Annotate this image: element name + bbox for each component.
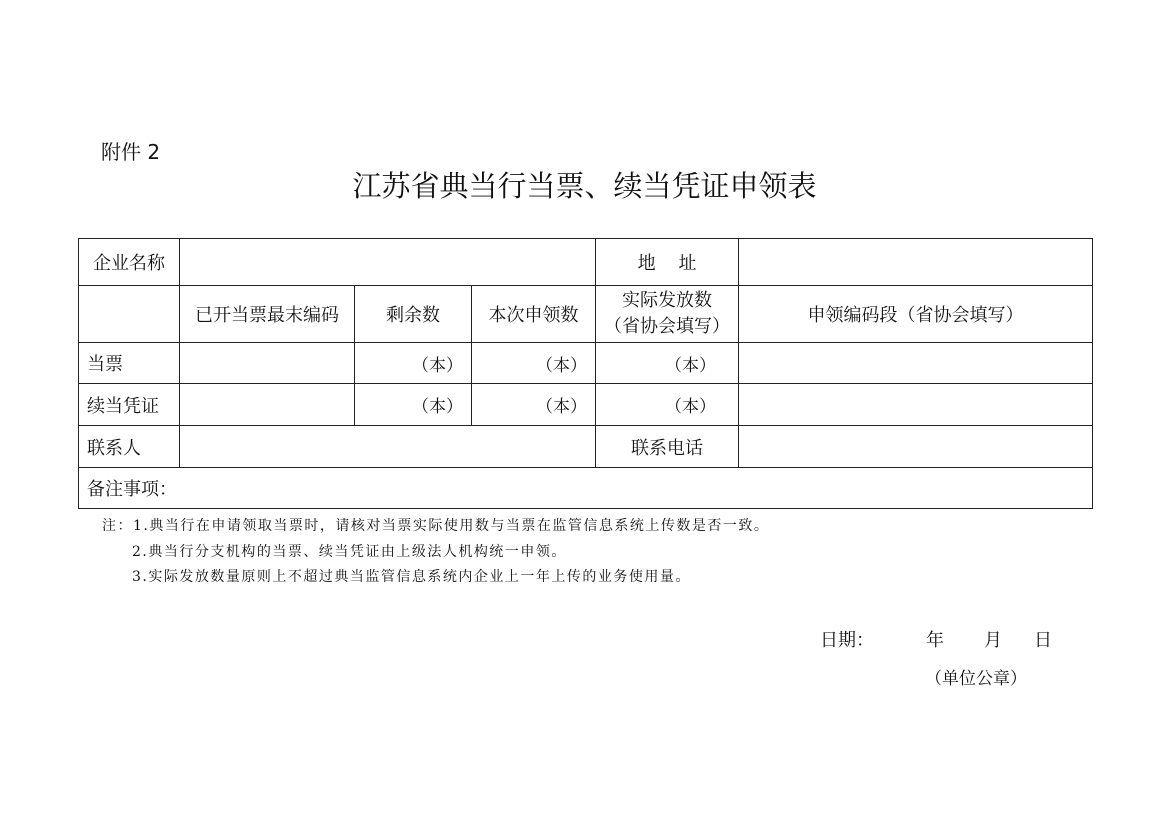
address-label: 地 址 [596, 239, 739, 286]
note-line-2: 2.典当行分支机构的当票、续当凭证由上级法人机构统一申领。 [132, 543, 567, 560]
address-field[interactable] [739, 239, 1093, 286]
pawn-ticket-code-segment-field[interactable] [739, 343, 1093, 384]
application-form-table [78, 238, 1093, 509]
row-label-pawn-ticket: 当票 [79, 343, 180, 384]
row-label-renewal-voucher: 续当凭证 [79, 384, 180, 426]
renewal-last-code-field[interactable] [180, 384, 355, 426]
date-year: 年 [926, 630, 944, 651]
note-line-1: 注：1.典当行在申请领取当票时，请核对当票实际使用数与当票在监管信息系统上传数是否一致。 [102, 518, 770, 534]
pawn-ticket-remaining-field[interactable]: （本） [355, 343, 472, 384]
table-row [79, 239, 1093, 286]
renewal-code-segment-field[interactable] [739, 384, 1093, 426]
date-line [820, 626, 1052, 652]
notes-section [102, 514, 769, 591]
pawn-ticket-request-field[interactable]: （本） [472, 343, 596, 384]
contact-phone-label: 联系电话 [596, 426, 739, 468]
page-title: 江苏省典当行当票、续当凭证申领表 [352, 169, 817, 203]
col-header-code-segment: 申领编码段（省协会填写） [739, 286, 1093, 343]
contact-person-field[interactable] [180, 426, 596, 468]
table-row [79, 426, 1093, 468]
table-row [79, 384, 1093, 426]
note-line-3: 3.实际发放数量原则上不超过典当监管信息系统内企业上一年上传的业务使用量。 [132, 569, 691, 585]
col-header-remaining: 剩余数 [355, 286, 472, 343]
company-name-label: 企业名称 [79, 239, 180, 286]
attachment-label: 附件 2 [101, 140, 161, 164]
col-header-this-request: 本次申领数 [472, 286, 596, 343]
date-label: 日期： [820, 630, 874, 651]
remarks-field[interactable]: 备注事项： [79, 468, 1093, 509]
col-header-actual-issued [596, 286, 739, 343]
col-header-actual-line1: 实际发放数 [622, 290, 713, 311]
col-header-last-code: 已开当票最末编码 [180, 286, 355, 343]
col-header-actual-line2: （省协会填写） [604, 316, 731, 337]
header-empty-cell [79, 286, 180, 343]
renewal-actual-field[interactable]: （本） [596, 384, 739, 426]
date-month: 月 [984, 630, 1002, 651]
contact-phone-field[interactable] [739, 426, 1093, 468]
table-row [79, 343, 1093, 384]
contact-person-label: 联系人 [79, 426, 180, 468]
unit-seal-label: （单位公章） [925, 669, 1027, 689]
renewal-remaining-field[interactable]: （本） [355, 384, 472, 426]
table-row [79, 468, 1093, 509]
pawn-ticket-actual-field[interactable]: （本） [596, 343, 739, 384]
table-row [79, 286, 1093, 343]
pawn-ticket-last-code-field[interactable] [180, 343, 355, 384]
renewal-request-field[interactable]: （本） [472, 384, 596, 426]
date-day: 日 [1034, 630, 1052, 651]
company-name-field[interactable] [180, 239, 596, 286]
